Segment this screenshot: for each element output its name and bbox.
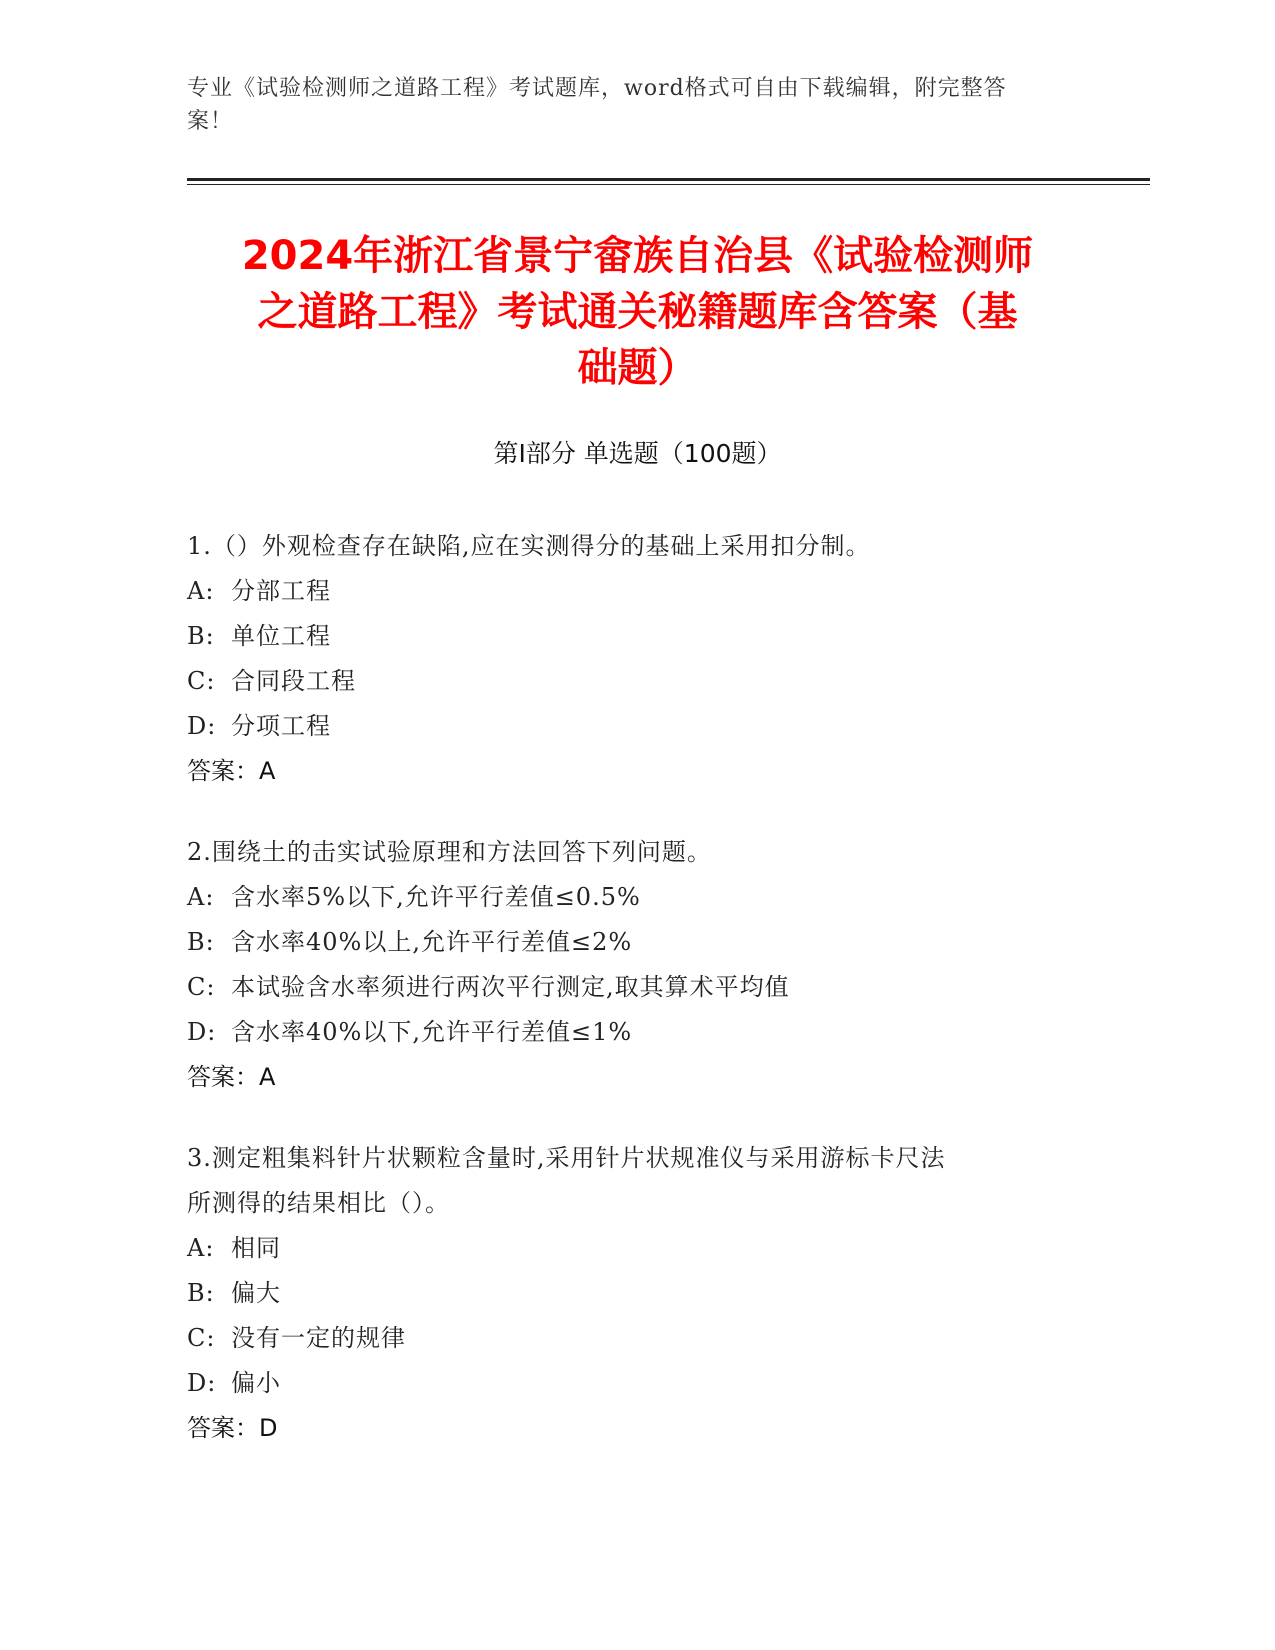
option-text: 偏小 (231, 1369, 281, 1397)
question-2 (187, 830, 1092, 1100)
question-1 (187, 524, 1092, 794)
option-letter: C: (187, 1324, 216, 1352)
option-text: 含水率40%以上,允许平行差值≤2% (231, 928, 633, 956)
option-letter: D: (187, 712, 217, 740)
option-text: 单位工程 (231, 622, 331, 650)
option-text: 含水率40%以下,允许平行差值≤1% (231, 1018, 633, 1046)
option-d (187, 1361, 1092, 1406)
option-c (187, 659, 1092, 704)
answer: 答案：D (187, 1414, 278, 1442)
question-list (187, 524, 1092, 1487)
question-text: 1.（）外观检查存在缺陷,应在实测得分的基础上采用扣分制。 (187, 532, 871, 560)
option-letter: D: (187, 1369, 217, 1397)
document-title-line3: 础题） (577, 345, 698, 391)
option-letter: A: (187, 1234, 215, 1262)
section-heading: 第Ⅰ部分 单选题（100题） (493, 439, 782, 468)
answer: 答案：A (187, 757, 276, 785)
option-letter: C: (187, 973, 216, 1001)
option-letter: A: (187, 883, 215, 911)
option-letter: D: (187, 1018, 217, 1046)
option-text: 相同 (231, 1234, 281, 1262)
header-divider-thick (187, 178, 1150, 181)
option-letter: B: (187, 928, 215, 956)
header-note-line2: 案！ (187, 109, 234, 134)
option-letter: B: (187, 622, 215, 650)
header-note (187, 72, 1067, 138)
option-b (187, 920, 1092, 965)
document-title (180, 228, 1095, 396)
option-c (187, 965, 1092, 1010)
question-text-line1: 3.测定粗集料针片状颗粒含量时,采用针片状规准仪与采用游标卡尺法 (187, 1144, 946, 1172)
option-letter: C: (187, 667, 216, 695)
question-text-line2: 所测得的结果相比（）。 (187, 1189, 450, 1217)
answer: 答案：A (187, 1063, 276, 1091)
option-text: 没有一定的规律 (231, 1324, 406, 1352)
option-text: 偏大 (231, 1279, 281, 1307)
option-text: 分部工程 (231, 577, 331, 605)
option-text: 含水率5%以下,允许平行差值≤0.5% (231, 883, 641, 911)
document-title-line1: 2024年浙江省景宁畲族自治县《试验检测师 (241, 233, 1034, 279)
question-text: 2.围绕土的击实试验原理和方法回答下列问题。 (187, 838, 712, 866)
header-note-line1: 专业《试验检测师之道路工程》考试题库，word格式可自由下载编辑，附完整答 (187, 76, 1007, 101)
option-c (187, 1316, 1092, 1361)
document-title-line2: 之道路工程》考试通关秘籍题库含答案（基 (257, 289, 1018, 335)
option-a (187, 875, 1092, 920)
question-3 (187, 1136, 1092, 1451)
option-b (187, 614, 1092, 659)
option-a (187, 1226, 1092, 1271)
option-b (187, 1271, 1092, 1316)
option-d (187, 704, 1092, 749)
option-letter: B: (187, 1279, 215, 1307)
option-a (187, 569, 1092, 614)
option-text: 分项工程 (231, 712, 331, 740)
option-text: 合同段工程 (231, 667, 356, 695)
option-text: 本试验含水率须进行两次平行测定,取其算术平均值 (231, 973, 790, 1001)
option-letter: A: (187, 577, 215, 605)
option-d (187, 1010, 1092, 1055)
header-divider-thin (187, 184, 1150, 185)
